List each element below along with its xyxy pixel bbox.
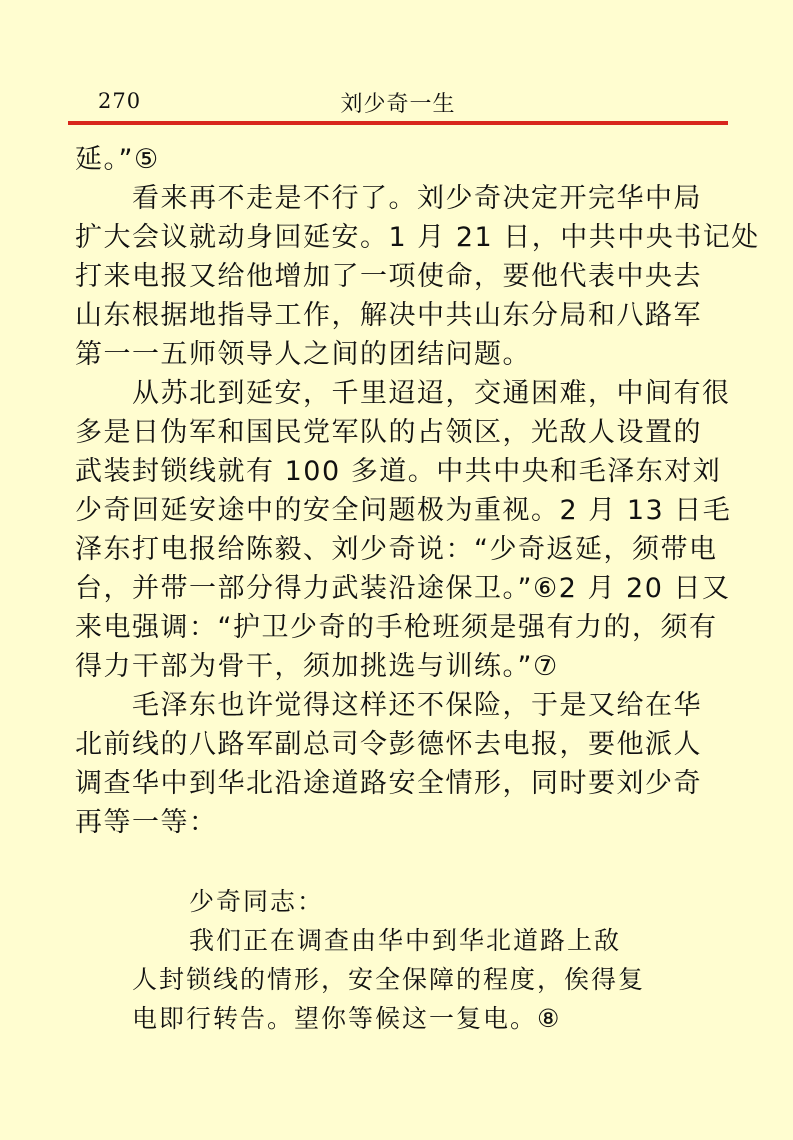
letter-salutation: 少奇同志： — [189, 887, 325, 916]
text-line: 得力干部为骨干，须加挑选与训练。”⑦ — [75, 651, 559, 682]
text-line: 武装封锁线就有 100 多道。中共中央和毛泽东对刘 — [75, 456, 722, 487]
text-line: 第一一五师领导人之间的团结问题。 — [75, 339, 531, 370]
text-line: 再等一等： — [75, 807, 218, 838]
text-line: 从苏北到延安，千里迢迢，交通困难，中间有很 — [132, 378, 731, 409]
running-title: 刘少奇一生 — [340, 92, 456, 117]
text-line: 多是日伪军和国民党军队的占领区，光敌人设置的 — [75, 417, 702, 448]
letter-line: 电即行转告。望你等候这一复电。⑧ — [132, 1004, 562, 1033]
quoted-letter — [132, 882, 735, 1038]
text-line: 泽东打电报给陈毅、刘少奇说：“少奇返延，须带电 — [75, 534, 718, 565]
text-line: 北前线的八路军副总司令彭德怀去电报，要他派人 — [75, 729, 702, 760]
text-line: 看来再不走是不行了。刘少奇决定开完华中局 — [132, 183, 702, 214]
text-line: 扩大会议就动身回延安。1 月 21 日，中共中央书记处 — [75, 222, 760, 253]
text-line: 山东根据地指导工作，解决中共山东分局和八路军 — [75, 300, 702, 331]
page-header — [68, 82, 728, 122]
letter-line: 我们正在调查由华中到华北道路上敌 — [189, 926, 622, 955]
text-line: 调查华中到华北沿途道路安全情形，同时要刘少奇 — [75, 768, 702, 799]
page-number: 270 — [98, 89, 142, 113]
text-line: 少奇回延安途中的安全问题极为重视。2 月 13 日毛 — [75, 495, 732, 526]
text-line: 来电强调：“护卫少奇的手枪班须是强有力的，须有 — [75, 612, 718, 643]
letter-line: 人封锁线的情形，安全保障的程度，俟得复 — [132, 965, 646, 994]
text-line: 毛泽东也许觉得这样还不保险，于是又给在华 — [132, 690, 702, 721]
block-spacer — [75, 842, 735, 882]
body-text — [75, 140, 760, 1038]
header-rule — [68, 121, 728, 125]
text-line: 台，并带一部分得力武装沿途保卫。”⑥2 月 20 日又 — [75, 573, 731, 604]
text-line: 延。”⑤ — [75, 144, 160, 175]
text-line: 打来电报又给他增加了一项使命，要他代表中央去 — [75, 261, 702, 292]
